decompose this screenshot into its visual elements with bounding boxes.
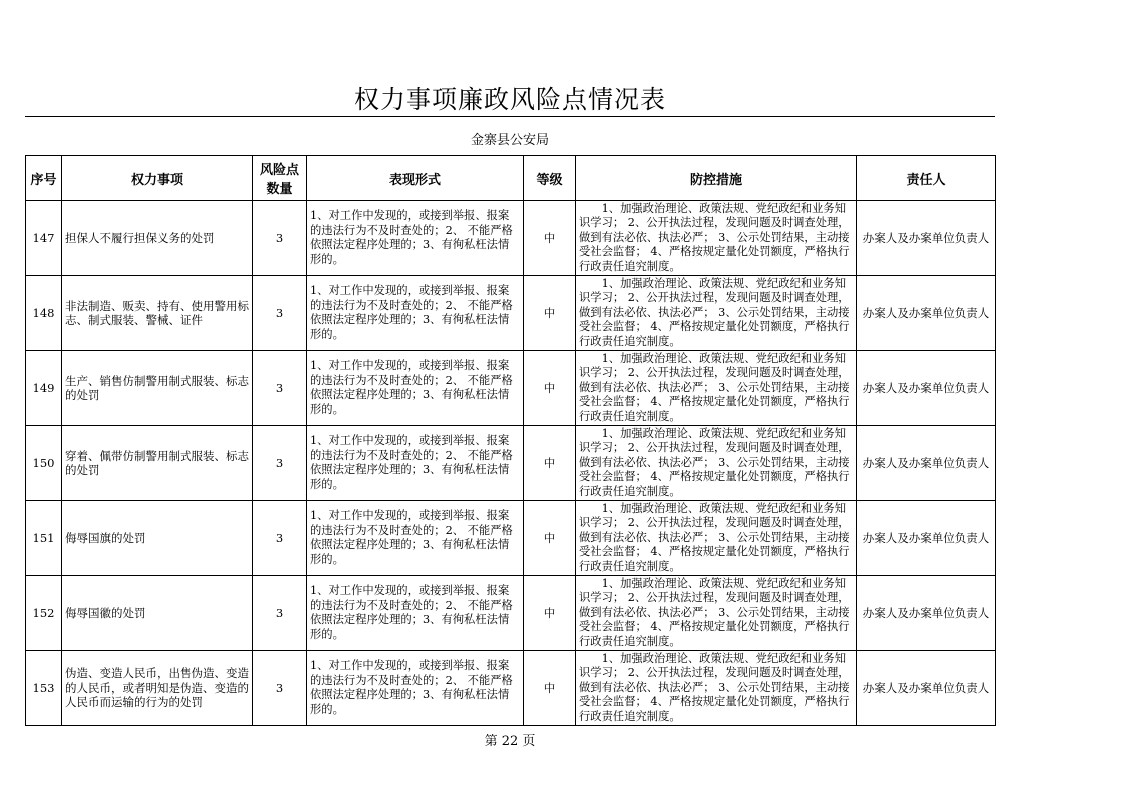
table-row xyxy=(26,501,996,576)
row-measures: 1、加强政治理论、政策法规、党纪政纪和业务知识学习； 2、公开执法过程，发现问题及时调查处理，做到有法必依、执法必严； 3、公示处罚结果，主动接受社会监督； 4、严格按规定量化处罚额度，严格执行行政责任追究制度。 xyxy=(576,501,857,576)
row-form: 1、对工作中发现的，或接到举报、报案的违法行为不及时查处的；2、 不能严格依照法定程序处理的；3、有徇私枉法情形的。 xyxy=(307,426,524,501)
row-person: 办案人及办案单位负责人 xyxy=(857,201,996,276)
header-form: 表现形式 xyxy=(307,156,524,201)
row-level: 中 xyxy=(524,276,576,351)
row-level: 中 xyxy=(524,426,576,501)
row-level: 中 xyxy=(524,651,576,726)
page-title: 权力事项廉政风险点情况表 xyxy=(353,85,666,114)
header-measures: 防控措施 xyxy=(576,156,857,201)
row-count: 3 xyxy=(253,351,307,426)
row-count: 3 xyxy=(253,576,307,651)
row-measures: 1、加强政治理论、政策法规、党纪政纪和业务知识学习； 2、公开执法过程，发现问题及时调查处理，做到有法必依、执法必严； 3、公示处罚结果，主动接受社会监督； 4、严格按规定量化处罚额度，严格执行行政责任追究制度。 xyxy=(576,426,857,501)
table-row xyxy=(26,201,996,276)
row-num: 151 xyxy=(26,501,62,576)
row-count: 3 xyxy=(253,426,307,501)
row-num: 148 xyxy=(26,276,62,351)
row-measures: 1、加强政治理论、政策法规、党纪政纪和业务知识学习； 2、公开执法过程，发现问题及时调查处理，做到有法必依、执法必严； 3、公示处罚结果，主动接受社会监督； 4、严格按规定量化处罚额度，严格执行行政责任追究制度。 xyxy=(576,276,857,351)
row-count: 3 xyxy=(253,201,307,276)
row-person: 办案人及办案单位负责人 xyxy=(857,276,996,351)
row-count: 3 xyxy=(253,651,307,726)
row-person: 办案人及办案单位负责人 xyxy=(857,351,996,426)
header-item: 权力事项 xyxy=(62,156,253,201)
row-num: 150 xyxy=(26,426,62,501)
row-item: 伪造、变造人民币，出售伪造、变造的人民币，或者明知是伪造、变造的人民币而运输的行为的处罚 xyxy=(62,651,253,726)
row-person: 办案人及办案单位负责人 xyxy=(857,501,996,576)
header-count xyxy=(253,156,307,201)
row-item: 侮辱国徽的处罚 xyxy=(62,576,253,651)
row-num: 149 xyxy=(26,351,62,426)
row-form: 1、对工作中发现的，或接到举报、报案的违法行为不及时查处的；2、 不能严格依照法定程序处理的；3、有徇私枉法情形的。 xyxy=(307,276,524,351)
row-level: 中 xyxy=(524,501,576,576)
department-name: 金寨县公安局 xyxy=(470,133,549,148)
row-form: 1、对工作中发现的，或接到举报、报案的违法行为不及时查处的；2、 不能严格依照法定程序处理的；3、有徇私枉法情形的。 xyxy=(307,201,524,276)
row-measures: 1、加强政治理论、政策法规、党纪政纪和业务知识学习； 2、公开执法过程，发现问题及时调查处理，做到有法必依、执法必严； 3、公示处罚结果，主动接受社会监督； 4、严格按规定量化处罚额度，严格执行行政责任追究制度。 xyxy=(576,201,857,276)
row-form: 1、对工作中发现的，或接到举报、报案的违法行为不及时查处的；2、 不能严格依照法定程序处理的；3、有徇私枉法情形的。 xyxy=(307,351,524,426)
header-level: 等级 xyxy=(524,156,576,201)
row-count: 3 xyxy=(253,276,307,351)
row-person: 办案人及办案单位负责人 xyxy=(857,576,996,651)
row-item: 非法制造、贩卖、持有、使用警用标志、制式服装、警械、证件 xyxy=(62,276,253,351)
row-measures: 1、加强政治理论、政策法规、党纪政纪和业务知识学习； 2、公开执法过程，发现问题及时调查处理，做到有法必依、执法必严； 3、公示处罚结果，主动接受社会监督； 4、严格按规定量化处罚额度，严格执行行政责任追究制度。 xyxy=(576,351,857,426)
row-level: 中 xyxy=(524,576,576,651)
row-level: 中 xyxy=(524,201,576,276)
row-form: 1、对工作中发现的，或接到举报、报案的违法行为不及时查处的；2、 不能严格依照法定程序处理的；3、有徇私枉法情形的。 xyxy=(307,651,524,726)
table-row xyxy=(26,351,996,426)
table-row xyxy=(26,426,996,501)
row-num: 147 xyxy=(26,201,62,276)
title-divider xyxy=(25,116,995,117)
row-item: 担保人不履行担保义务的处罚 xyxy=(62,201,253,276)
header-num: 序号 xyxy=(26,156,62,201)
risk-table xyxy=(25,155,996,726)
row-person: 办案人及办案单位负责人 xyxy=(857,651,996,726)
header-count-line1: 风险点 xyxy=(259,163,299,178)
table-header-row xyxy=(26,156,996,201)
header-count-line2: 数量 xyxy=(266,182,293,197)
header-person: 责任人 xyxy=(857,156,996,201)
table-row xyxy=(26,576,996,651)
row-num: 152 xyxy=(26,576,62,651)
row-item: 生产、销售仿制警用制式服装、标志的处罚 xyxy=(62,351,253,426)
row-measures: 1、加强政治理论、政策法规、党纪政纪和业务知识学习； 2、公开执法过程，发现问题及时调查处理，做到有法必依、执法必严； 3、公示处罚结果，主动接受社会监督； 4、严格按规定量化处罚额度，严格执行行政责任追究制度。 xyxy=(576,651,857,726)
row-item: 穿着、佩带仿制警用制式服装、标志的处罚 xyxy=(62,426,253,501)
page-number: 第 22 页 xyxy=(484,734,536,749)
row-item: 侮辱国旗的处罚 xyxy=(62,501,253,576)
table-row xyxy=(26,651,996,726)
row-count: 3 xyxy=(253,501,307,576)
row-person: 办案人及办案单位负责人 xyxy=(857,426,996,501)
row-form: 1、对工作中发现的，或接到举报、报案的违法行为不及时查处的；2、 不能严格依照法定程序处理的；3、有徇私枉法情形的。 xyxy=(307,576,524,651)
row-num: 153 xyxy=(26,651,62,726)
row-form: 1、对工作中发现的，或接到举报、报案的违法行为不及时查处的；2、 不能严格依照法定程序处理的；3、有徇私枉法情形的。 xyxy=(307,501,524,576)
row-measures: 1、加强政治理论、政策法规、党纪政纪和业务知识学习； 2、公开执法过程，发现问题及时调查处理，做到有法必依、执法必严； 3、公示处罚结果，主动接受社会监督； 4、严格按规定量化处罚额度，严格执行行政责任追究制度。 xyxy=(576,576,857,651)
row-level: 中 xyxy=(524,351,576,426)
table-row xyxy=(26,276,996,351)
